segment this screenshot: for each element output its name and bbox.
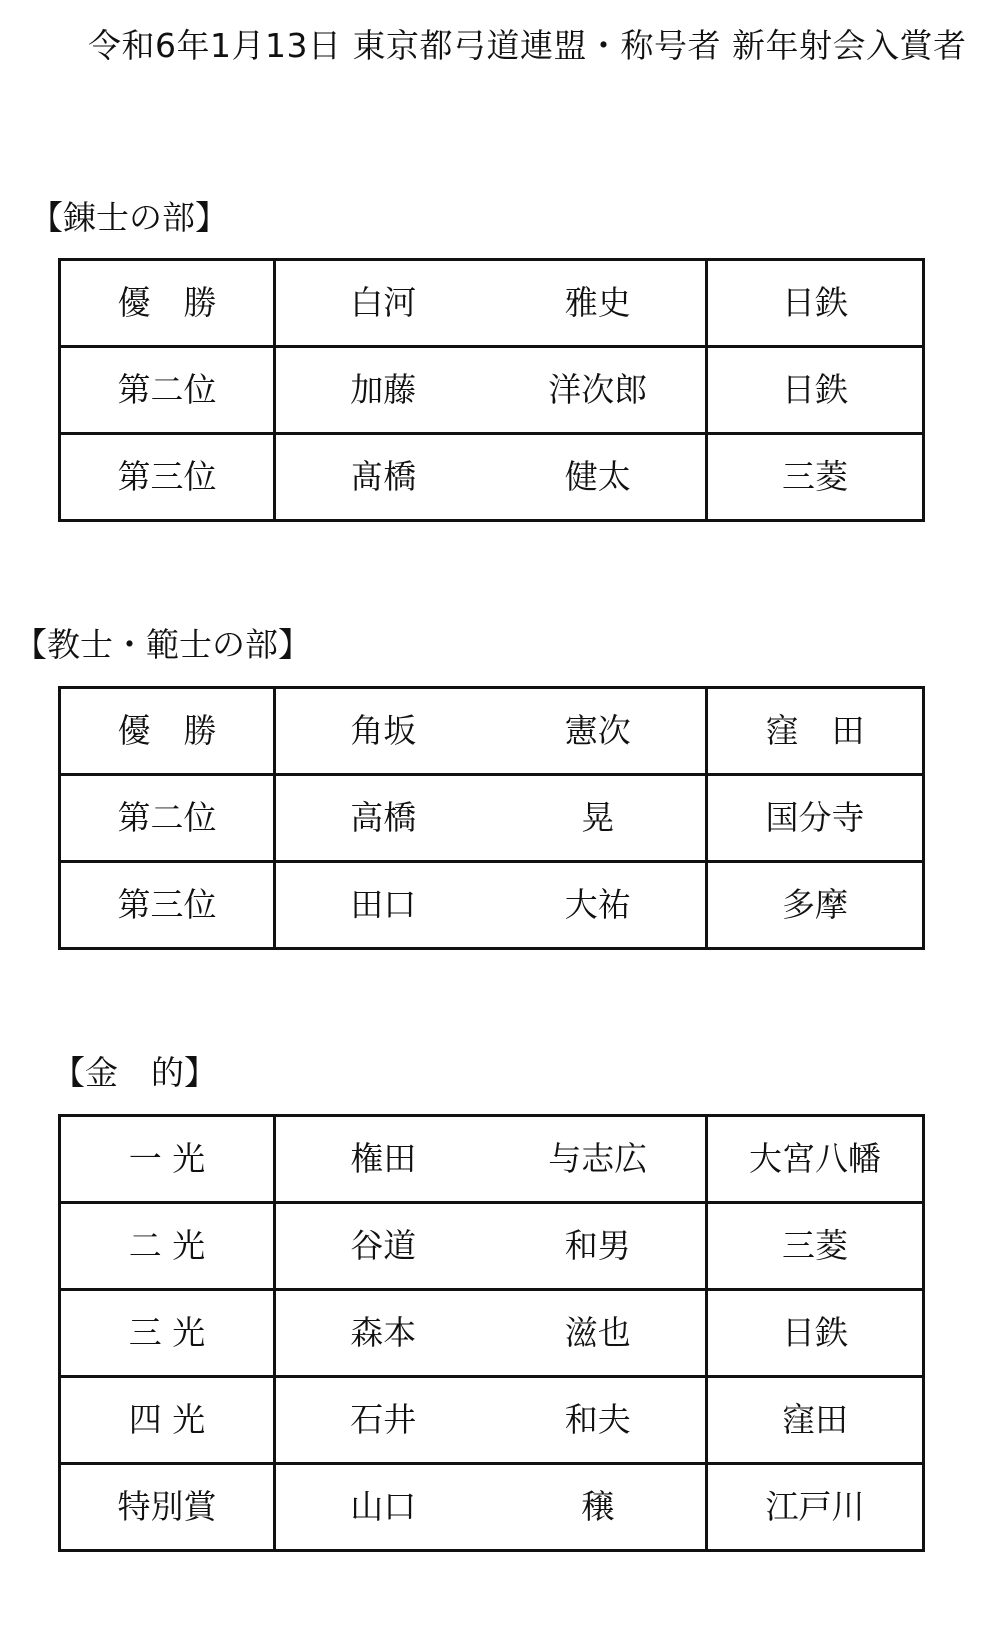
given-name: 健太 xyxy=(564,457,631,496)
surname: 石井 xyxy=(350,1400,417,1439)
results-table-kyoshi-hanshi xyxy=(58,686,925,950)
organization-cell: 三菱 xyxy=(707,1203,924,1290)
table-row xyxy=(60,260,924,347)
surname: 加藤 xyxy=(350,370,417,409)
rank-cell: 特別賞 xyxy=(60,1464,275,1551)
given-name: 晃 xyxy=(581,798,615,837)
rank-cell: 三 光 xyxy=(60,1290,275,1377)
table-row xyxy=(60,1464,924,1551)
table-row xyxy=(60,1203,924,1290)
table-row xyxy=(60,688,924,775)
organization-cell: 大宮八幡 xyxy=(707,1116,924,1203)
table-row xyxy=(60,1377,924,1464)
given-name: 滋也 xyxy=(564,1313,631,1352)
surname: 髙橋 xyxy=(350,457,417,496)
organization-cell: 三菱 xyxy=(707,434,924,521)
surname: 権田 xyxy=(350,1139,417,1178)
table-row xyxy=(60,347,924,434)
given-name: 洋次郎 xyxy=(548,370,648,409)
table-row xyxy=(60,1116,924,1203)
organization-cell: 日鉄 xyxy=(707,260,924,347)
given-name: 与志広 xyxy=(548,1139,648,1178)
table-row xyxy=(60,775,924,862)
name-cell xyxy=(275,862,707,949)
table-row xyxy=(60,862,924,949)
table-row xyxy=(60,1290,924,1377)
section-heading-kyoshi-hanshi: 【教士・範士の部】 xyxy=(14,625,311,664)
rank-cell: 四 光 xyxy=(60,1377,275,1464)
surname: 白河 xyxy=(350,283,417,322)
section-heading-kinteki: 【金 的】 xyxy=(52,1053,217,1092)
surname: 谷道 xyxy=(350,1226,417,1265)
page-title: 令和6年1月13日 東京都弓道連盟・称号者 新年射会入賞者 xyxy=(88,26,967,65)
name-cell xyxy=(275,775,707,862)
table-row xyxy=(60,434,924,521)
name-cell xyxy=(275,1377,707,1464)
rank-cell: 一 光 xyxy=(60,1116,275,1203)
name-cell xyxy=(275,1203,707,1290)
rank-cell: 優 勝 xyxy=(60,688,275,775)
rank-cell: 第二位 xyxy=(60,347,275,434)
name-cell xyxy=(275,434,707,521)
rank-cell: 第三位 xyxy=(60,862,275,949)
section-heading-renshi: 【錬士の部】 xyxy=(30,198,228,237)
organization-cell: 江戸川 xyxy=(707,1464,924,1551)
name-cell xyxy=(275,1464,707,1551)
results-table-kinteki xyxy=(58,1114,925,1552)
surname: 角坂 xyxy=(350,711,417,750)
name-cell xyxy=(275,347,707,434)
name-cell xyxy=(275,1116,707,1203)
rank-cell: 二 光 xyxy=(60,1203,275,1290)
results-table-renshi xyxy=(58,258,925,522)
given-name: 大祐 xyxy=(564,885,631,924)
name-cell xyxy=(275,1290,707,1377)
organization-cell: 日鉄 xyxy=(707,1290,924,1377)
name-cell xyxy=(275,260,707,347)
name-cell xyxy=(275,688,707,775)
organization-cell: 日鉄 xyxy=(707,347,924,434)
surname: 田口 xyxy=(350,885,417,924)
rank-cell: 第二位 xyxy=(60,775,275,862)
organization-cell: 窪田 xyxy=(707,1377,924,1464)
given-name: 穣 xyxy=(581,1487,615,1526)
rank-cell: 第三位 xyxy=(60,434,275,521)
given-name: 憲次 xyxy=(564,711,631,750)
surname: 高橋 xyxy=(350,798,417,837)
given-name: 雅史 xyxy=(564,283,631,322)
given-name: 和男 xyxy=(564,1226,631,1265)
organization-cell: 多摩 xyxy=(707,862,924,949)
surname: 山口 xyxy=(350,1487,417,1526)
given-name: 和夫 xyxy=(564,1400,631,1439)
organization-cell: 国分寺 xyxy=(707,775,924,862)
rank-cell: 優 勝 xyxy=(60,260,275,347)
organization-cell: 窪 田 xyxy=(707,688,924,775)
surname: 森本 xyxy=(350,1313,417,1352)
